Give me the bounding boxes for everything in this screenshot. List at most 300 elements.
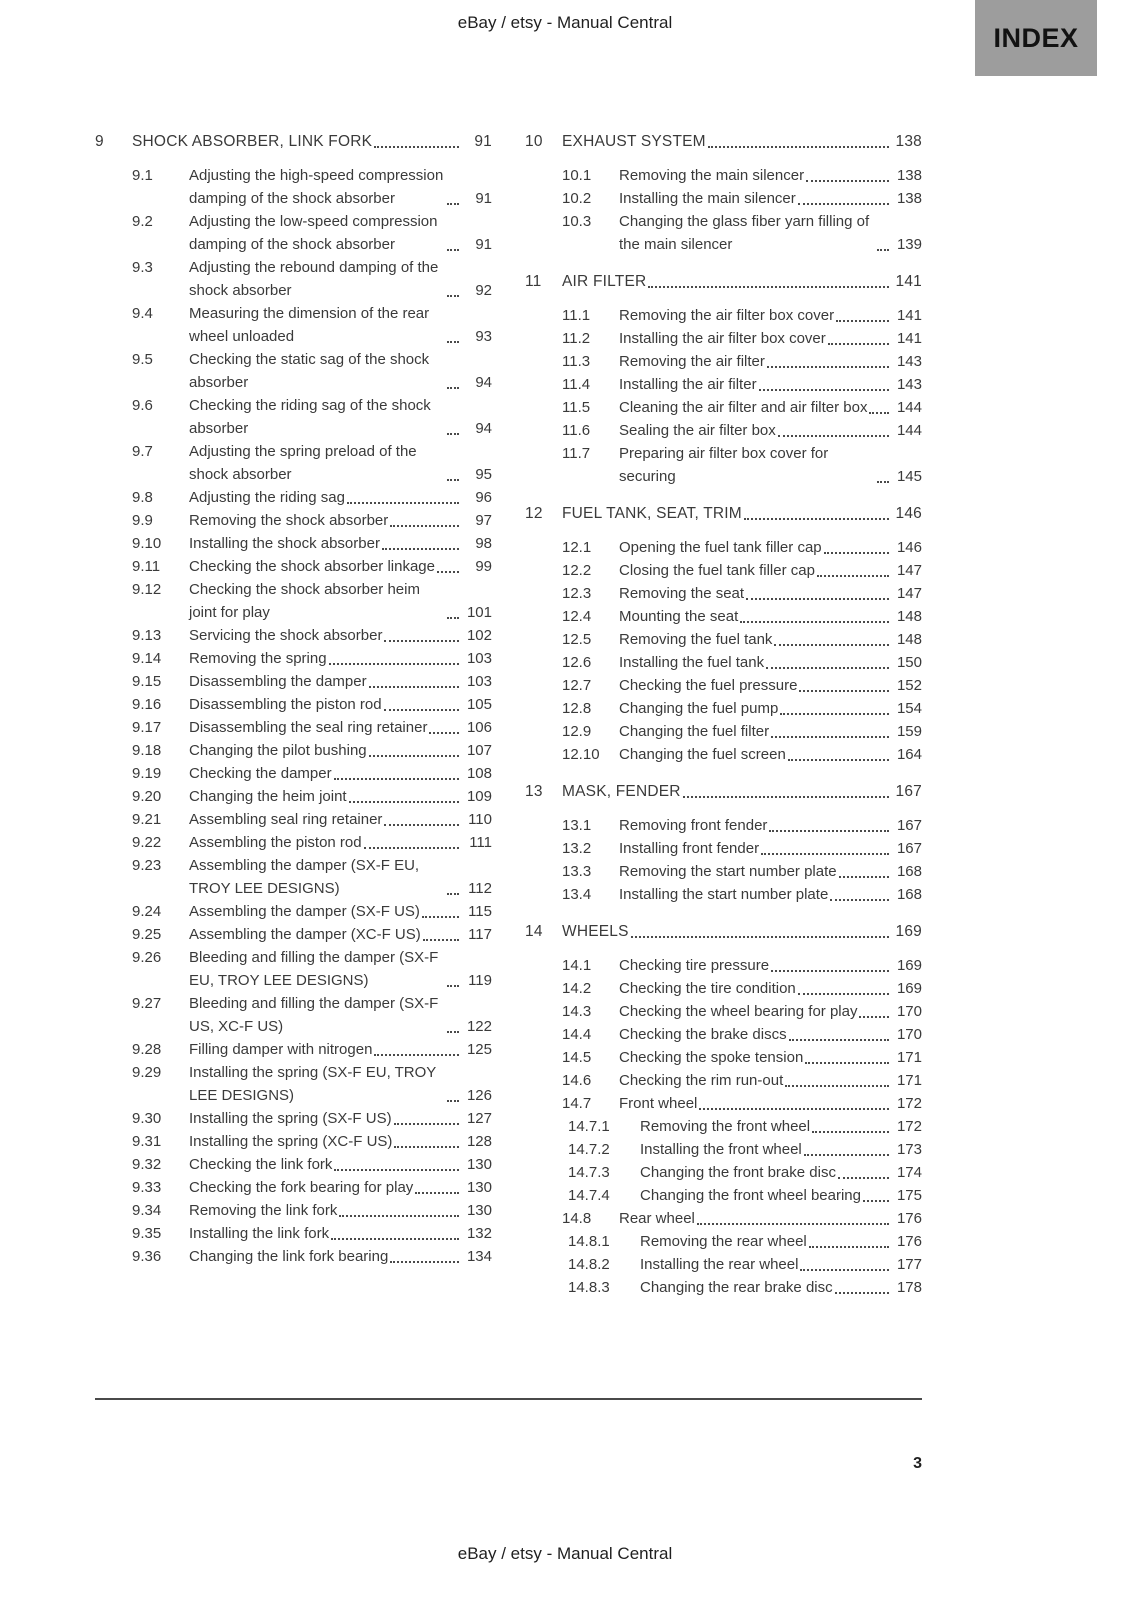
entry-page-number: 139 bbox=[896, 236, 922, 253]
toc-entry-row bbox=[568, 1253, 922, 1276]
toc-entry-row bbox=[132, 923, 492, 946]
entry-number: 9.32 bbox=[132, 1156, 162, 1173]
entry-title: Adjusting the high-speed compression damping of the shock absorber bbox=[189, 167, 444, 207]
toc-section bbox=[525, 920, 922, 1299]
entry-page-number: 146 bbox=[896, 539, 922, 556]
entry-page-number: 138 bbox=[896, 167, 922, 184]
entry-number: 9.13 bbox=[132, 627, 162, 644]
dot-leader bbox=[447, 249, 459, 251]
dot-leader bbox=[780, 713, 889, 715]
entry-number: 13.2 bbox=[562, 840, 592, 857]
dot-leader bbox=[746, 598, 889, 600]
entry-title: EXHAUST SYSTEM bbox=[562, 133, 706, 150]
dot-leader bbox=[744, 518, 889, 520]
entry-page-number: 164 bbox=[896, 746, 922, 763]
index-tab-label: INDEX bbox=[993, 22, 1079, 53]
dot-leader bbox=[648, 286, 889, 288]
dot-leader bbox=[374, 146, 459, 148]
toc-entry-row bbox=[562, 1069, 922, 1092]
entry-title: Servicing the shock absorber bbox=[189, 627, 383, 644]
entry-title: Disassembling the damper bbox=[189, 673, 367, 690]
dot-leader bbox=[390, 525, 459, 527]
entry-title: Checking the tire condition bbox=[619, 980, 796, 997]
entry-page-number: 172 bbox=[896, 1118, 922, 1135]
toc-entry-row bbox=[562, 164, 922, 187]
entry-number: 9.34 bbox=[132, 1202, 162, 1219]
dot-leader bbox=[447, 295, 459, 297]
entry-title: FUEL TANK, SEAT, TRIM bbox=[562, 505, 742, 522]
entry-page-number: 171 bbox=[896, 1072, 922, 1089]
toc-entry-row bbox=[132, 578, 492, 624]
toc-entry-row bbox=[132, 164, 492, 210]
dot-leader bbox=[805, 1062, 889, 1064]
entry-page-number: 112 bbox=[468, 880, 492, 897]
entry-page-number: 167 bbox=[896, 817, 922, 834]
entry-title: Checking tire pressure bbox=[619, 957, 770, 974]
dot-leader bbox=[447, 203, 459, 205]
table-of-contents bbox=[95, 130, 922, 1313]
toc-entry-row bbox=[562, 977, 922, 1000]
entry-page-number: 169 bbox=[896, 980, 922, 997]
entry-number: 9.26 bbox=[132, 949, 162, 966]
dot-leader bbox=[798, 203, 889, 205]
dot-leader bbox=[347, 502, 459, 504]
toc-column-right bbox=[525, 130, 922, 1313]
entry-number: 12.6 bbox=[562, 654, 592, 671]
entry-page-number: 154 bbox=[896, 700, 922, 717]
entry-page-number: 98 bbox=[475, 535, 492, 552]
dot-leader bbox=[799, 690, 889, 692]
toc-entry-row bbox=[568, 1184, 922, 1207]
entry-page-number: 94 bbox=[475, 420, 492, 437]
entry-page-number: 172 bbox=[896, 1095, 922, 1112]
entry-number: 13.1 bbox=[562, 817, 592, 834]
entry-page-number: 176 bbox=[896, 1233, 922, 1250]
entry-number: 9.36 bbox=[132, 1248, 162, 1265]
entry-title: Installing the main silencer bbox=[619, 190, 796, 207]
entry-number: 9.33 bbox=[132, 1179, 162, 1196]
dot-leader bbox=[329, 663, 459, 665]
entry-number: 12.4 bbox=[562, 608, 592, 625]
toc-chapter-row bbox=[525, 780, 922, 803]
entry-page-number: 173 bbox=[896, 1141, 922, 1158]
entry-page-number: 128 bbox=[466, 1133, 492, 1150]
entry-title: Changing the front wheel bearing bbox=[640, 1187, 861, 1204]
dot-leader bbox=[785, 1085, 889, 1087]
entry-title: Installing front fender bbox=[619, 840, 760, 857]
dot-leader bbox=[447, 617, 459, 619]
dot-leader bbox=[334, 778, 459, 780]
dot-leader bbox=[771, 736, 889, 738]
entry-page-number: 97 bbox=[475, 512, 492, 529]
entry-page-number: 96 bbox=[475, 489, 492, 506]
toc-entry-row bbox=[562, 373, 922, 396]
entry-title: Removing the air filter box cover bbox=[619, 307, 835, 324]
toc-entry-row bbox=[562, 743, 922, 766]
toc-entry-row bbox=[132, 785, 492, 808]
toc-chapter-row bbox=[525, 270, 922, 293]
entry-title: Assembling the damper (SX-F EU, TROY LEE DESIGNS) bbox=[189, 857, 420, 897]
entry-number: 14.7.3 bbox=[568, 1164, 610, 1181]
entry-number: 9.9 bbox=[132, 512, 153, 529]
entry-number: 10.1 bbox=[562, 167, 592, 184]
entry-number: 13 bbox=[525, 783, 543, 800]
entry-page-number: 117 bbox=[468, 926, 492, 943]
entry-title: Installing the spring (XC-F US) bbox=[189, 1133, 393, 1150]
entry-number: 9.4 bbox=[132, 305, 153, 322]
entry-number: 14.6 bbox=[562, 1072, 592, 1089]
toc-entry-row bbox=[562, 883, 922, 906]
toc-entry-row bbox=[132, 739, 492, 762]
entry-title: Removing the link fork bbox=[189, 1202, 338, 1219]
entry-number: 9.35 bbox=[132, 1225, 162, 1242]
entry-number: 12.3 bbox=[562, 585, 592, 602]
entry-number: 14.8.3 bbox=[568, 1279, 610, 1296]
dot-leader bbox=[798, 993, 889, 995]
toc-entry-row bbox=[562, 536, 922, 559]
entry-title: Measuring the dimension of the rear wheel unloaded bbox=[189, 305, 430, 345]
entry-title: Changing the rear brake disc bbox=[640, 1279, 833, 1296]
toc-entry-row bbox=[132, 1130, 492, 1153]
entry-title: Removing the rear wheel bbox=[640, 1233, 807, 1250]
entry-number: 9.10 bbox=[132, 535, 162, 552]
toc-entry-row bbox=[562, 628, 922, 651]
toc-entry-row bbox=[132, 1199, 492, 1222]
entry-number: 14.7 bbox=[562, 1095, 592, 1112]
entry-number: 11 bbox=[525, 273, 542, 290]
dot-leader bbox=[369, 755, 459, 757]
entry-number: 9.22 bbox=[132, 834, 162, 851]
entry-page-number: 93 bbox=[475, 328, 492, 345]
entry-title: Installing the shock absorber bbox=[189, 535, 380, 552]
entry-page-number: 132 bbox=[466, 1225, 492, 1242]
entry-page-number: 108 bbox=[466, 765, 492, 782]
entry-number: 9.31 bbox=[132, 1133, 162, 1150]
entry-page-number: 106 bbox=[466, 719, 492, 736]
entry-page-number: 177 bbox=[896, 1256, 922, 1273]
entry-number: 13.3 bbox=[562, 863, 592, 880]
toc-entry-row bbox=[562, 396, 922, 419]
toc-entry-row bbox=[568, 1138, 922, 1161]
entry-number: 12.8 bbox=[562, 700, 592, 717]
dot-leader bbox=[422, 916, 459, 918]
entry-number: 12.9 bbox=[562, 723, 592, 740]
dot-leader bbox=[877, 249, 889, 251]
toc-entry-row bbox=[562, 327, 922, 350]
entry-number: 12.7 bbox=[562, 677, 592, 694]
entry-title: Changing the link fork bearing bbox=[189, 1248, 389, 1265]
dot-leader bbox=[863, 1200, 889, 1202]
entry-number: 9.12 bbox=[132, 581, 162, 598]
toc-section bbox=[525, 780, 922, 906]
entry-title: Disassembling the seal ring retainer bbox=[189, 719, 428, 736]
entry-page-number: 144 bbox=[896, 399, 922, 416]
entry-number: 9.17 bbox=[132, 719, 162, 736]
entry-title: Checking the fuel pressure bbox=[619, 677, 798, 694]
dot-leader bbox=[382, 548, 459, 550]
toc-entry-row bbox=[132, 1038, 492, 1061]
entry-number: 14.4 bbox=[562, 1026, 592, 1043]
entry-number: 11.7 bbox=[562, 445, 591, 462]
entry-page-number: 130 bbox=[466, 1202, 492, 1219]
footer-rule bbox=[95, 1398, 922, 1400]
dot-leader bbox=[812, 1131, 889, 1133]
toc-entry-row bbox=[132, 1153, 492, 1176]
toc-entry-row bbox=[562, 651, 922, 674]
entry-title: Checking the damper bbox=[189, 765, 332, 782]
entry-page-number: 130 bbox=[466, 1179, 492, 1196]
entry-number: 11.5 bbox=[562, 399, 591, 416]
entry-title: Front wheel bbox=[619, 1095, 698, 1112]
entry-title: Installing the air filter bbox=[619, 376, 757, 393]
dot-leader bbox=[415, 1192, 459, 1194]
entry-title: MASK, FENDER bbox=[562, 783, 681, 800]
entry-title: Mounting the seat bbox=[619, 608, 739, 625]
entry-number: 14.8 bbox=[562, 1210, 592, 1227]
dot-leader bbox=[830, 899, 889, 901]
toc-entry-row bbox=[132, 854, 492, 900]
footer-title: eBay / etsy - Manual Central bbox=[457, 1544, 673, 1563]
dot-leader bbox=[447, 479, 459, 481]
entry-title: Closing the fuel tank filler cap bbox=[619, 562, 815, 579]
dot-leader bbox=[699, 1108, 889, 1110]
entry-page-number: 174 bbox=[896, 1164, 922, 1181]
toc-entry-row bbox=[132, 762, 492, 785]
toc-section bbox=[525, 130, 922, 256]
dot-leader bbox=[447, 433, 459, 435]
entry-title: Installing the start number plate bbox=[619, 886, 829, 903]
toc-entry-row bbox=[132, 440, 492, 486]
dot-leader bbox=[804, 1154, 889, 1156]
toc-entry-row bbox=[132, 1176, 492, 1199]
entry-page-number: 141 bbox=[896, 307, 922, 324]
page-number: 3 bbox=[913, 1455, 922, 1472]
toc-entry-row bbox=[132, 693, 492, 716]
entry-number: 14.8.2 bbox=[568, 1256, 610, 1273]
toc-entry-row bbox=[562, 720, 922, 743]
toc-entry-row bbox=[562, 582, 922, 605]
entry-page-number: 168 bbox=[896, 886, 922, 903]
dot-leader bbox=[869, 412, 889, 414]
entry-page-number: 95 bbox=[475, 466, 492, 483]
entry-title: Installing the spring (SX-F US) bbox=[189, 1110, 392, 1127]
entry-number: 12.10 bbox=[562, 746, 600, 763]
entry-number: 11.2 bbox=[562, 330, 591, 347]
dot-leader bbox=[394, 1123, 459, 1125]
entry-title: Checking the wheel bearing for play bbox=[619, 1003, 858, 1020]
entry-page-number: 103 bbox=[466, 650, 492, 667]
entry-page-number: 92 bbox=[475, 282, 492, 299]
toc-entry-row bbox=[132, 716, 492, 739]
dot-leader bbox=[331, 1238, 459, 1240]
toc-entry-row bbox=[562, 674, 922, 697]
entry-title: Removing the seat bbox=[619, 585, 745, 602]
dot-leader bbox=[697, 1223, 889, 1225]
entry-page-number: 170 bbox=[896, 1003, 922, 1020]
entry-page-number: 147 bbox=[896, 562, 922, 579]
entry-page-number: 94 bbox=[475, 374, 492, 391]
entry-title: Installing the spring (SX-F EU, TROY LEE DESIGNS) bbox=[189, 1064, 437, 1104]
dot-leader bbox=[374, 1054, 459, 1056]
entry-title: Assembling the piston rod bbox=[189, 834, 362, 851]
entry-page-number: 101 bbox=[466, 604, 492, 621]
entry-number: 12.2 bbox=[562, 562, 592, 579]
dot-leader bbox=[828, 343, 889, 345]
entry-number: 9.19 bbox=[132, 765, 162, 782]
entry-page-number: 103 bbox=[466, 673, 492, 690]
page-header bbox=[0, 13, 1130, 33]
entry-title: Bleeding and filling the damper (SX-F US, XC-F US) bbox=[189, 995, 439, 1035]
toc-entry-row bbox=[562, 1207, 922, 1230]
toc-entry-row bbox=[132, 302, 492, 348]
entry-number: 9.1 bbox=[132, 167, 153, 184]
dot-leader bbox=[447, 985, 459, 987]
toc-entry-row bbox=[568, 1276, 922, 1299]
toc-entry-row bbox=[562, 697, 922, 720]
entry-page-number: 126 bbox=[466, 1087, 492, 1104]
entry-number: 11.4 bbox=[562, 376, 591, 393]
entry-title: Checking the static sag of the shock absorber bbox=[189, 351, 430, 391]
entry-number: 9.14 bbox=[132, 650, 162, 667]
entry-title: Checking the riding sag of the shock absorber bbox=[189, 397, 431, 437]
entry-title: Removing the air filter bbox=[619, 353, 765, 370]
header-title: eBay / etsy - Manual Central bbox=[457, 13, 673, 32]
entry-number: 10 bbox=[525, 133, 543, 150]
toc-entry-row bbox=[562, 814, 922, 837]
entry-page-number: 110 bbox=[468, 811, 492, 828]
entry-number: 11.1 bbox=[562, 307, 591, 324]
entry-number: 9.29 bbox=[132, 1064, 162, 1081]
entry-title: Disassembling the piston rod bbox=[189, 696, 382, 713]
toc-entry-row bbox=[132, 509, 492, 532]
toc-entry-row bbox=[568, 1161, 922, 1184]
dot-leader bbox=[384, 640, 459, 642]
entry-page-number: 125 bbox=[466, 1041, 492, 1058]
entry-page-number: 143 bbox=[896, 353, 922, 370]
dot-leader bbox=[447, 1100, 459, 1102]
entry-title: Removing the main silencer bbox=[619, 167, 805, 184]
dot-leader bbox=[809, 1246, 889, 1248]
toc-entry-row bbox=[562, 559, 922, 582]
toc-entry-row bbox=[132, 532, 492, 555]
index-tab bbox=[975, 0, 1097, 76]
entry-page-number: 141 bbox=[896, 330, 922, 347]
dot-leader bbox=[447, 1031, 459, 1033]
entry-number: 9.16 bbox=[132, 696, 162, 713]
entry-number: 9 bbox=[95, 133, 104, 150]
dot-leader bbox=[778, 435, 889, 437]
entry-title: Removing the fuel tank bbox=[619, 631, 773, 648]
dot-leader bbox=[631, 936, 889, 938]
entry-number: 11.3 bbox=[562, 353, 591, 370]
dot-leader bbox=[766, 667, 889, 669]
toc-entry-row bbox=[132, 1061, 492, 1107]
toc-entry-row bbox=[562, 442, 922, 488]
toc-entry-row bbox=[132, 1222, 492, 1245]
dot-leader bbox=[437, 571, 459, 573]
entry-page-number: 102 bbox=[466, 627, 492, 644]
entry-number: 14.8.1 bbox=[568, 1233, 610, 1250]
entry-number: 14.2 bbox=[562, 980, 592, 997]
dot-leader bbox=[334, 1169, 459, 1171]
toc-entry-row bbox=[132, 256, 492, 302]
entry-number: 12.5 bbox=[562, 631, 592, 648]
entry-title: Rear wheel bbox=[619, 1210, 695, 1227]
entry-title: WHEELS bbox=[562, 923, 629, 940]
dot-leader bbox=[806, 180, 889, 182]
toc-section bbox=[525, 502, 922, 766]
entry-page-number: 168 bbox=[896, 863, 922, 880]
toc-entry-row bbox=[132, 486, 492, 509]
dot-leader bbox=[859, 1016, 889, 1018]
dot-leader bbox=[384, 709, 459, 711]
entry-title: SHOCK ABSORBER, LINK FORK bbox=[132, 133, 373, 150]
entry-title: Assembling the damper (SX-F US) bbox=[189, 903, 420, 920]
page-footer bbox=[0, 1544, 1130, 1564]
entry-title: Checking the shock absorber linkage bbox=[189, 558, 435, 575]
toc-entry-row bbox=[132, 1107, 492, 1130]
entry-title: Assembling the damper (XC-F US) bbox=[189, 926, 421, 943]
entry-page-number: 178 bbox=[896, 1279, 922, 1296]
entry-page-number: 138 bbox=[896, 190, 922, 207]
entry-page-number: 167 bbox=[895, 783, 922, 800]
entry-title: Removing the front wheel bbox=[640, 1118, 811, 1135]
entry-title: Checking the spoke tension bbox=[619, 1049, 804, 1066]
entry-number: 14.7.2 bbox=[568, 1141, 610, 1158]
entry-title: Changing the glass fiber yarn filling of the main silencer bbox=[619, 213, 870, 253]
entry-title: Checking the shock absorber heim joint for play bbox=[189, 581, 420, 621]
entry-page-number: 147 bbox=[896, 585, 922, 602]
dot-leader bbox=[339, 1215, 459, 1217]
dot-leader bbox=[369, 686, 459, 688]
entry-title: Changing the fuel screen bbox=[619, 746, 786, 763]
entry-number: 9.28 bbox=[132, 1041, 162, 1058]
entry-title: Installing the air filter box cover bbox=[619, 330, 826, 347]
entry-page-number: 122 bbox=[466, 1018, 492, 1035]
entry-title: Changing the fuel pump bbox=[619, 700, 779, 717]
entry-number: 10.3 bbox=[562, 213, 592, 230]
entry-title: Assembling seal ring retainer bbox=[189, 811, 383, 828]
entry-title: Opening the fuel tank filler cap bbox=[619, 539, 822, 556]
entry-number: 9.7 bbox=[132, 443, 153, 460]
entry-page-number: 152 bbox=[896, 677, 922, 694]
toc-entry-row bbox=[562, 210, 922, 256]
toc-entry-row bbox=[132, 992, 492, 1038]
toc-entry-row bbox=[132, 647, 492, 670]
toc-entry-row bbox=[132, 348, 492, 394]
entry-title: Installing the front wheel bbox=[640, 1141, 802, 1158]
entry-number: 14.7.4 bbox=[568, 1187, 610, 1204]
entry-number: 14.1 bbox=[562, 957, 592, 974]
entry-title: Adjusting the riding sag bbox=[189, 489, 345, 506]
toc-entry-row bbox=[562, 350, 922, 373]
dot-leader bbox=[683, 796, 889, 798]
entry-page-number: 169 bbox=[896, 957, 922, 974]
dot-leader bbox=[835, 1292, 889, 1294]
entry-number: 9.6 bbox=[132, 397, 153, 414]
toc-chapter-row bbox=[525, 130, 922, 153]
toc-entry-row bbox=[132, 831, 492, 854]
toc-entry-row bbox=[132, 394, 492, 440]
toc-entry-row bbox=[132, 624, 492, 647]
entry-number: 9.3 bbox=[132, 259, 153, 276]
entry-page-number: 176 bbox=[896, 1210, 922, 1227]
entry-title: Sealing the air filter box bbox=[619, 422, 776, 439]
entry-title: Removing the shock absorber bbox=[189, 512, 389, 529]
dot-leader bbox=[390, 1261, 459, 1263]
dot-leader bbox=[769, 830, 889, 832]
toc-chapter-row bbox=[525, 502, 922, 525]
